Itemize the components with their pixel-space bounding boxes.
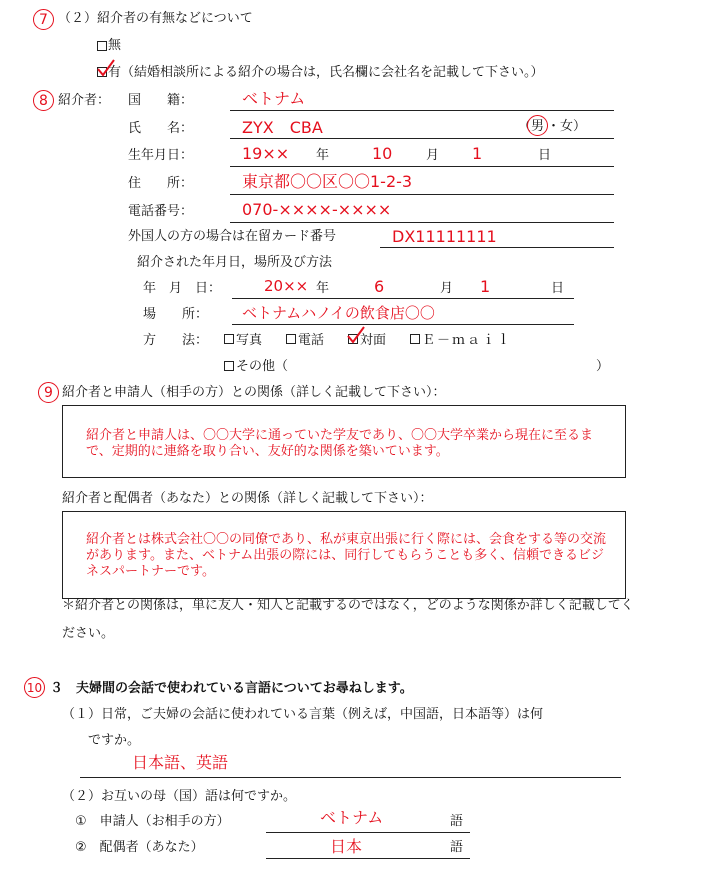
method-face-label: 対面 — [360, 333, 387, 348]
introduced-heading: 紹介された年月日，場所及び方法 — [137, 255, 333, 270]
dob-year[interactable]: 19×× — [242, 144, 290, 163]
nationality-label: 国 籍： — [128, 93, 194, 108]
introducer-label: 紹介者： — [58, 93, 111, 108]
address-value[interactable]: 東京都〇〇区〇〇1-2-3 — [242, 172, 413, 191]
mother-tongue-spouse-unit: 語 — [450, 840, 464, 855]
checkbox-none[interactable] — [97, 41, 107, 51]
method-email-label: Ｅ－ｍａｉｌ — [422, 333, 513, 348]
intro-date-year[interactable]: 20×× — [264, 277, 309, 295]
residence-card-label: 外国人の方の場合は在留カード番号 — [128, 229, 337, 244]
section-9-number: 9 — [38, 382, 59, 403]
intro-place-value[interactable]: ベトナムハノイの飲食店〇〇 — [242, 304, 435, 322]
nationality-value[interactable]: ベトナム — [242, 89, 306, 108]
address-label: 住 所： — [128, 176, 194, 191]
sex-open: （ — [518, 119, 532, 134]
section-8-number: 8 — [33, 90, 54, 111]
relation-note: ＊紹介者との関係は，単に友人・知人と記載するのではなく，どのような関係か詳しく記載してください。 — [62, 598, 634, 641]
dob-label: 生年月日： — [128, 148, 194, 163]
method-email-checkbox[interactable] — [410, 334, 420, 344]
intro-date-day[interactable]: 1 — [480, 277, 491, 296]
method-photo-checkbox[interactable] — [224, 334, 234, 344]
intro-date-year-unit: 年 — [316, 281, 330, 296]
intro-method-label: 方 法： — [143, 333, 209, 348]
mother-tongue-applicant-unit: 語 — [450, 814, 464, 829]
intro-place-underline — [232, 324, 574, 325]
mother-tongue-applicant-value[interactable]: ベトナム — [320, 808, 384, 827]
intro-date-underline — [232, 298, 574, 299]
address-underline — [230, 194, 614, 195]
dob-month[interactable]: 10 — [372, 144, 393, 163]
mother-tongue-spouse-underline — [266, 858, 470, 859]
intro-place-label: 場 所： — [143, 307, 209, 322]
mother-tongue-spouse-value[interactable]: 日本 — [330, 837, 363, 856]
method-other-checkbox[interactable] — [224, 361, 234, 371]
section-7-title: （２）紹介者の有無などについて — [58, 11, 253, 26]
mother-tongue-spouse-label: ② 配偶者（あなた） — [75, 840, 204, 855]
relation-spouse-answer[interactable]: 紹介者とは株式会社〇〇の同僚であり、私が東京出張に行く際には、会食をする等の交流があります。また、ベトナム出張の際には、同行してもらうことも多く、信頼できるビジネスパートナーです。 — [86, 532, 607, 579]
method-other-label: その他（ — [236, 359, 289, 374]
relation-applicant-question: 紹介者と申請人（相手の方）との関係（詳しく記載して下さい）： — [62, 385, 446, 400]
dob-underline — [230, 166, 614, 167]
mother-tongue-applicant-label: ① 申請人（お相手の方） — [75, 814, 230, 829]
intro-date-month-unit: 月 — [440, 281, 454, 296]
nationality-underline — [230, 110, 614, 111]
name-underline — [230, 138, 614, 139]
phone-label: 電話番号： — [128, 204, 194, 219]
dob-month-unit: 月 — [426, 148, 440, 163]
intro-date-month[interactable]: 6 — [374, 277, 385, 296]
method-phone-label: 電話 — [298, 333, 325, 348]
sex-male: 男 — [531, 119, 545, 134]
option-none-label: 無 — [108, 38, 122, 53]
section-10-number: 10 — [24, 677, 45, 698]
name-value[interactable]: ZYX CBA — [242, 118, 323, 137]
relation-applicant-answer[interactable]: 紹介者と申請人は、〇〇大学に通っていた学友であり、〇〇大学卒業から現在に至るまで、定期的に連絡を取り合い、友好的な関係を築いています。 — [86, 428, 594, 459]
phone-value[interactable]: 070-××××-×××× — [242, 200, 392, 219]
language-question-2: （２）お互いの母（国）語は何ですか。 — [62, 789, 297, 804]
phone-underline — [230, 222, 614, 223]
dob-day[interactable]: 1 — [472, 144, 483, 163]
language-question-1b: ですか。 — [88, 733, 141, 748]
sex-female: ・女） — [547, 119, 587, 134]
method-phone-checkbox[interactable] — [286, 334, 296, 344]
dob-day-unit: 日 — [538, 148, 552, 163]
intro-date-label: 年 月 日： — [143, 281, 222, 296]
section-7-number: 7 — [33, 9, 54, 30]
language-question-1: （１）日常，ご夫婦の会話に使われている言葉（例えば，中国語，日本語等）は何 — [62, 707, 544, 722]
residence-card-value[interactable]: DX11111111 — [392, 227, 497, 246]
name-label: 氏 名： — [128, 121, 194, 136]
method-other-close: ） — [596, 359, 610, 374]
dob-year-unit: 年 — [316, 148, 330, 163]
intro-date-day-unit: 日 — [551, 281, 565, 296]
language-heading: ３ 夫婦間の会話で使われている言語についてお尋ねします。 — [50, 681, 413, 696]
method-photo-label: 写真 — [236, 333, 263, 348]
mother-tongue-applicant-underline — [266, 832, 470, 833]
option-yes-label: 有（結婚相談所による紹介の場合は，氏名欄に会社名を記載して下さい。） — [108, 65, 544, 80]
sex-male-circle — [527, 115, 548, 136]
residence-card-underline — [380, 247, 614, 248]
language-answer-1-underline — [80, 777, 621, 778]
language-answer-1[interactable]: 日本語、英語 — [132, 753, 229, 772]
relation-spouse-question: 紹介者と配偶者（あなた）との関係（詳しく記載して下さい）： — [62, 491, 433, 506]
